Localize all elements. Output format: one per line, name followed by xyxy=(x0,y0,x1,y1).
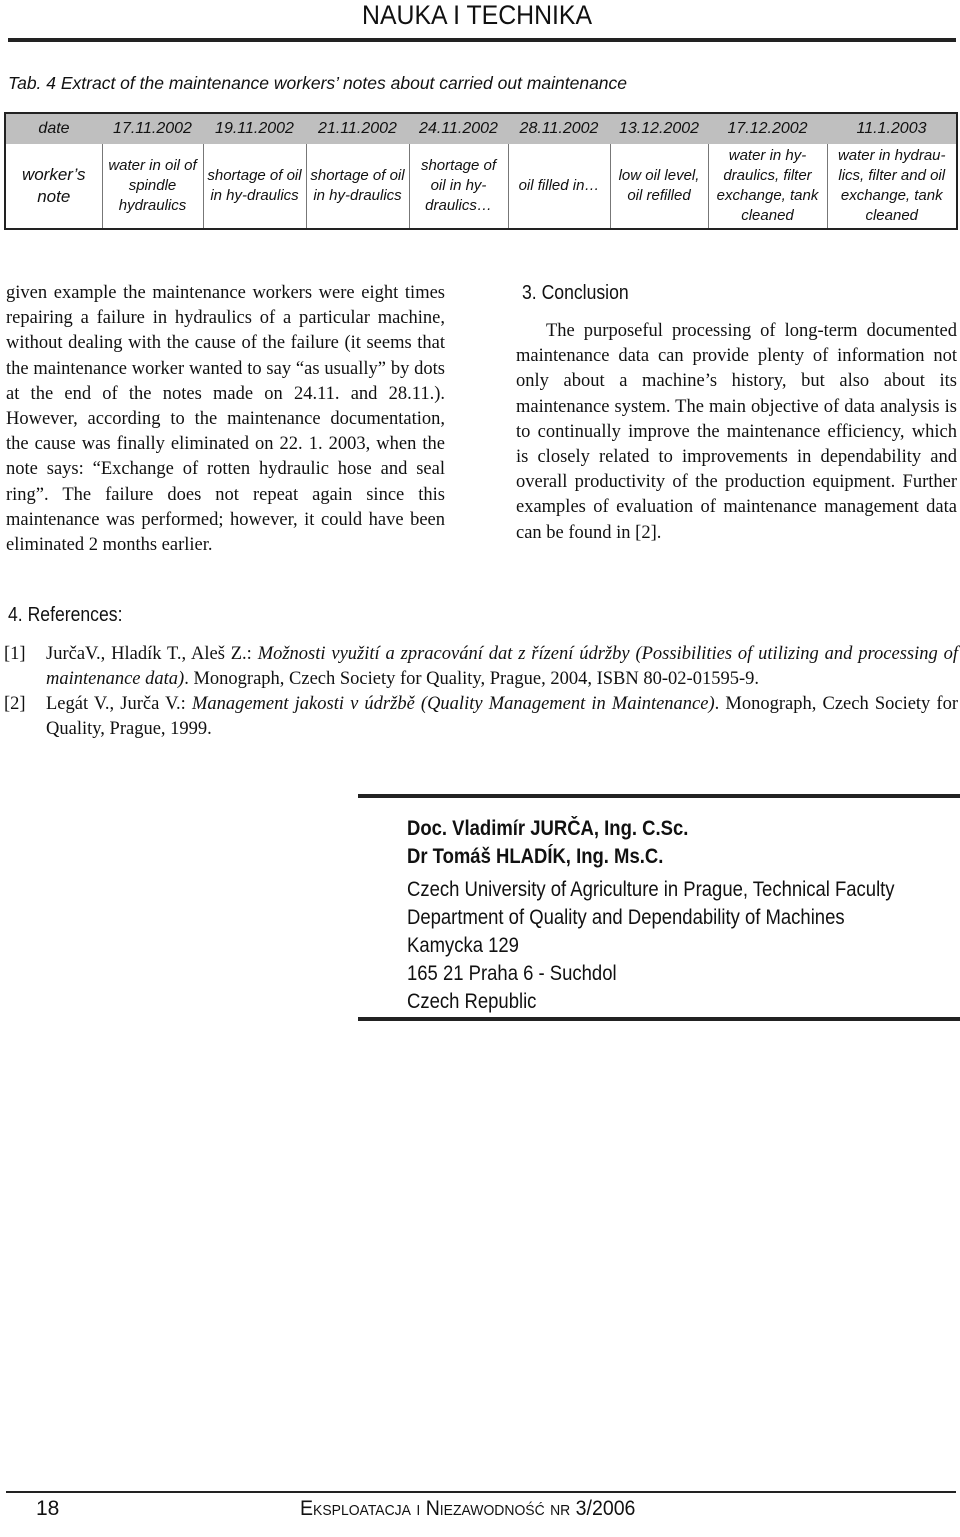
reference-title: Možnosti využití a zpracování dat z řízení údržby (Possibilities of utilizing and processing of maintenance data) xyxy=(46,644,958,689)
reference-authors: JurčaV., Hladík T., Aleš Z.: xyxy=(46,644,258,664)
running-header: NAUKA I TECHNIKA xyxy=(361,0,592,30)
author-name: Doc. Vladimír JURČA, Ing. C.Sc. xyxy=(407,817,689,840)
body-paragraph-left: given example the maintenance workers were eight times repairing a failure in hydraulics of a particular machine, without dealing with the cause of the failure (it seems that the maintenance worker wanted to say “as usually” by dots at the end of the notes made on 24.11. and 28.11.). However, according to the maintenance documentation, the cause was finally eliminated on 22. 1. 2003, when the note says: “Exchange of rotten hydraulic hose and seal ring”. The failure does not repeat again since this maintenance was performed; however, it could have been eliminated 2 months earlier. xyxy=(6,283,445,556)
date-cell: 17.11.2002 xyxy=(102,113,203,144)
date-cell: 11.1.2003 xyxy=(827,113,957,144)
author-info xyxy=(407,815,895,1016)
date-cell: 24.11.2002 xyxy=(409,113,508,144)
note-cell: water in oil of spindle hydraulics xyxy=(102,144,203,229)
author-box-rule-bottom xyxy=(358,1017,960,1021)
date-cell: 17.12.2002 xyxy=(708,113,827,144)
reference-authors: Legát V., Jurča V.: xyxy=(46,694,192,714)
date-cell: 28.11.2002 xyxy=(508,113,610,144)
note-cell: shortage of oil in hy-draulics xyxy=(203,144,306,229)
maintenance-notes-table xyxy=(4,112,958,230)
date-cell: 21.11.2002 xyxy=(306,113,409,144)
footer-rule xyxy=(6,1491,956,1493)
note-cell: water in hydrau-lics, filter and oil exchange, tank cleaned xyxy=(827,144,957,229)
reference-title: Management jakosti v údržbě (Quality Management in Maintenance) xyxy=(191,694,715,714)
author-box-rule-top xyxy=(358,794,960,798)
date-cell: 13.12.2002 xyxy=(610,113,708,144)
date-label: date xyxy=(5,113,102,144)
page-number: 18 xyxy=(36,1497,60,1520)
note-cell: low oil level, oil refilled xyxy=(610,144,708,229)
reference-number: [2] xyxy=(4,694,26,714)
table-caption: Tab. 4 Extract of the maintenance workers’ notes about carried out maintenance xyxy=(8,73,628,93)
date-cell: 19.11.2002 xyxy=(203,113,306,144)
affiliation-line: Czech University of Agriculture in Prague, Technical Faculty xyxy=(407,878,895,901)
reference-number: [1] xyxy=(4,644,26,664)
affiliation-line: Czech Republic xyxy=(407,990,537,1013)
conclusion-paragraph: The purposeful processing of long-term documented maintenance data can provide plenty of information not only about a machine’s history, but also about its maintenance system. The main objective of data analysis is to continually improve the maintenance efficiency, which is closely related to improvements in dependability and overall productivity of the production equipment. Further examples of evaluation of maintenance management data can be found in [2]. xyxy=(516,321,957,543)
note-cell: shortage of oil in hy-draulics… xyxy=(409,144,508,229)
affiliation-line: Department of Quality and Dependability of Machines xyxy=(407,906,845,929)
references-heading: 4. References: xyxy=(8,604,123,626)
note-cell: oil filled in… xyxy=(508,144,610,229)
journal-name: Eksploatacja i Niezawodność nr 3/2006 xyxy=(300,1497,636,1520)
reference-item xyxy=(4,692,958,742)
affiliation-line: 165 21 Praha 6 - Suchdol xyxy=(407,962,617,985)
note-cell: shortage of oil in hy-draulics xyxy=(306,144,409,229)
note-row xyxy=(5,144,957,229)
reference-details: . Monograph, Czech Society for Quality, Prague, 2004, ISBN 80-02-01595-9. xyxy=(184,669,759,689)
conclusion-heading: 3. Conclusion xyxy=(522,282,629,304)
date-row xyxy=(5,113,957,144)
affiliation-line: Kamycka 129 xyxy=(407,934,519,957)
header-rule xyxy=(8,38,956,42)
author-name: Dr Tomáš HLADÍK, Ing. Ms.C. xyxy=(407,845,664,868)
note-label: worker’s note xyxy=(21,165,86,206)
reference-item xyxy=(4,642,958,692)
reference-details: . Monograph, Czech Society for Quality, Prague, 1999. xyxy=(46,694,959,739)
note-cell: water in hy-draulics, filter exchange, tank cleaned xyxy=(708,144,827,229)
